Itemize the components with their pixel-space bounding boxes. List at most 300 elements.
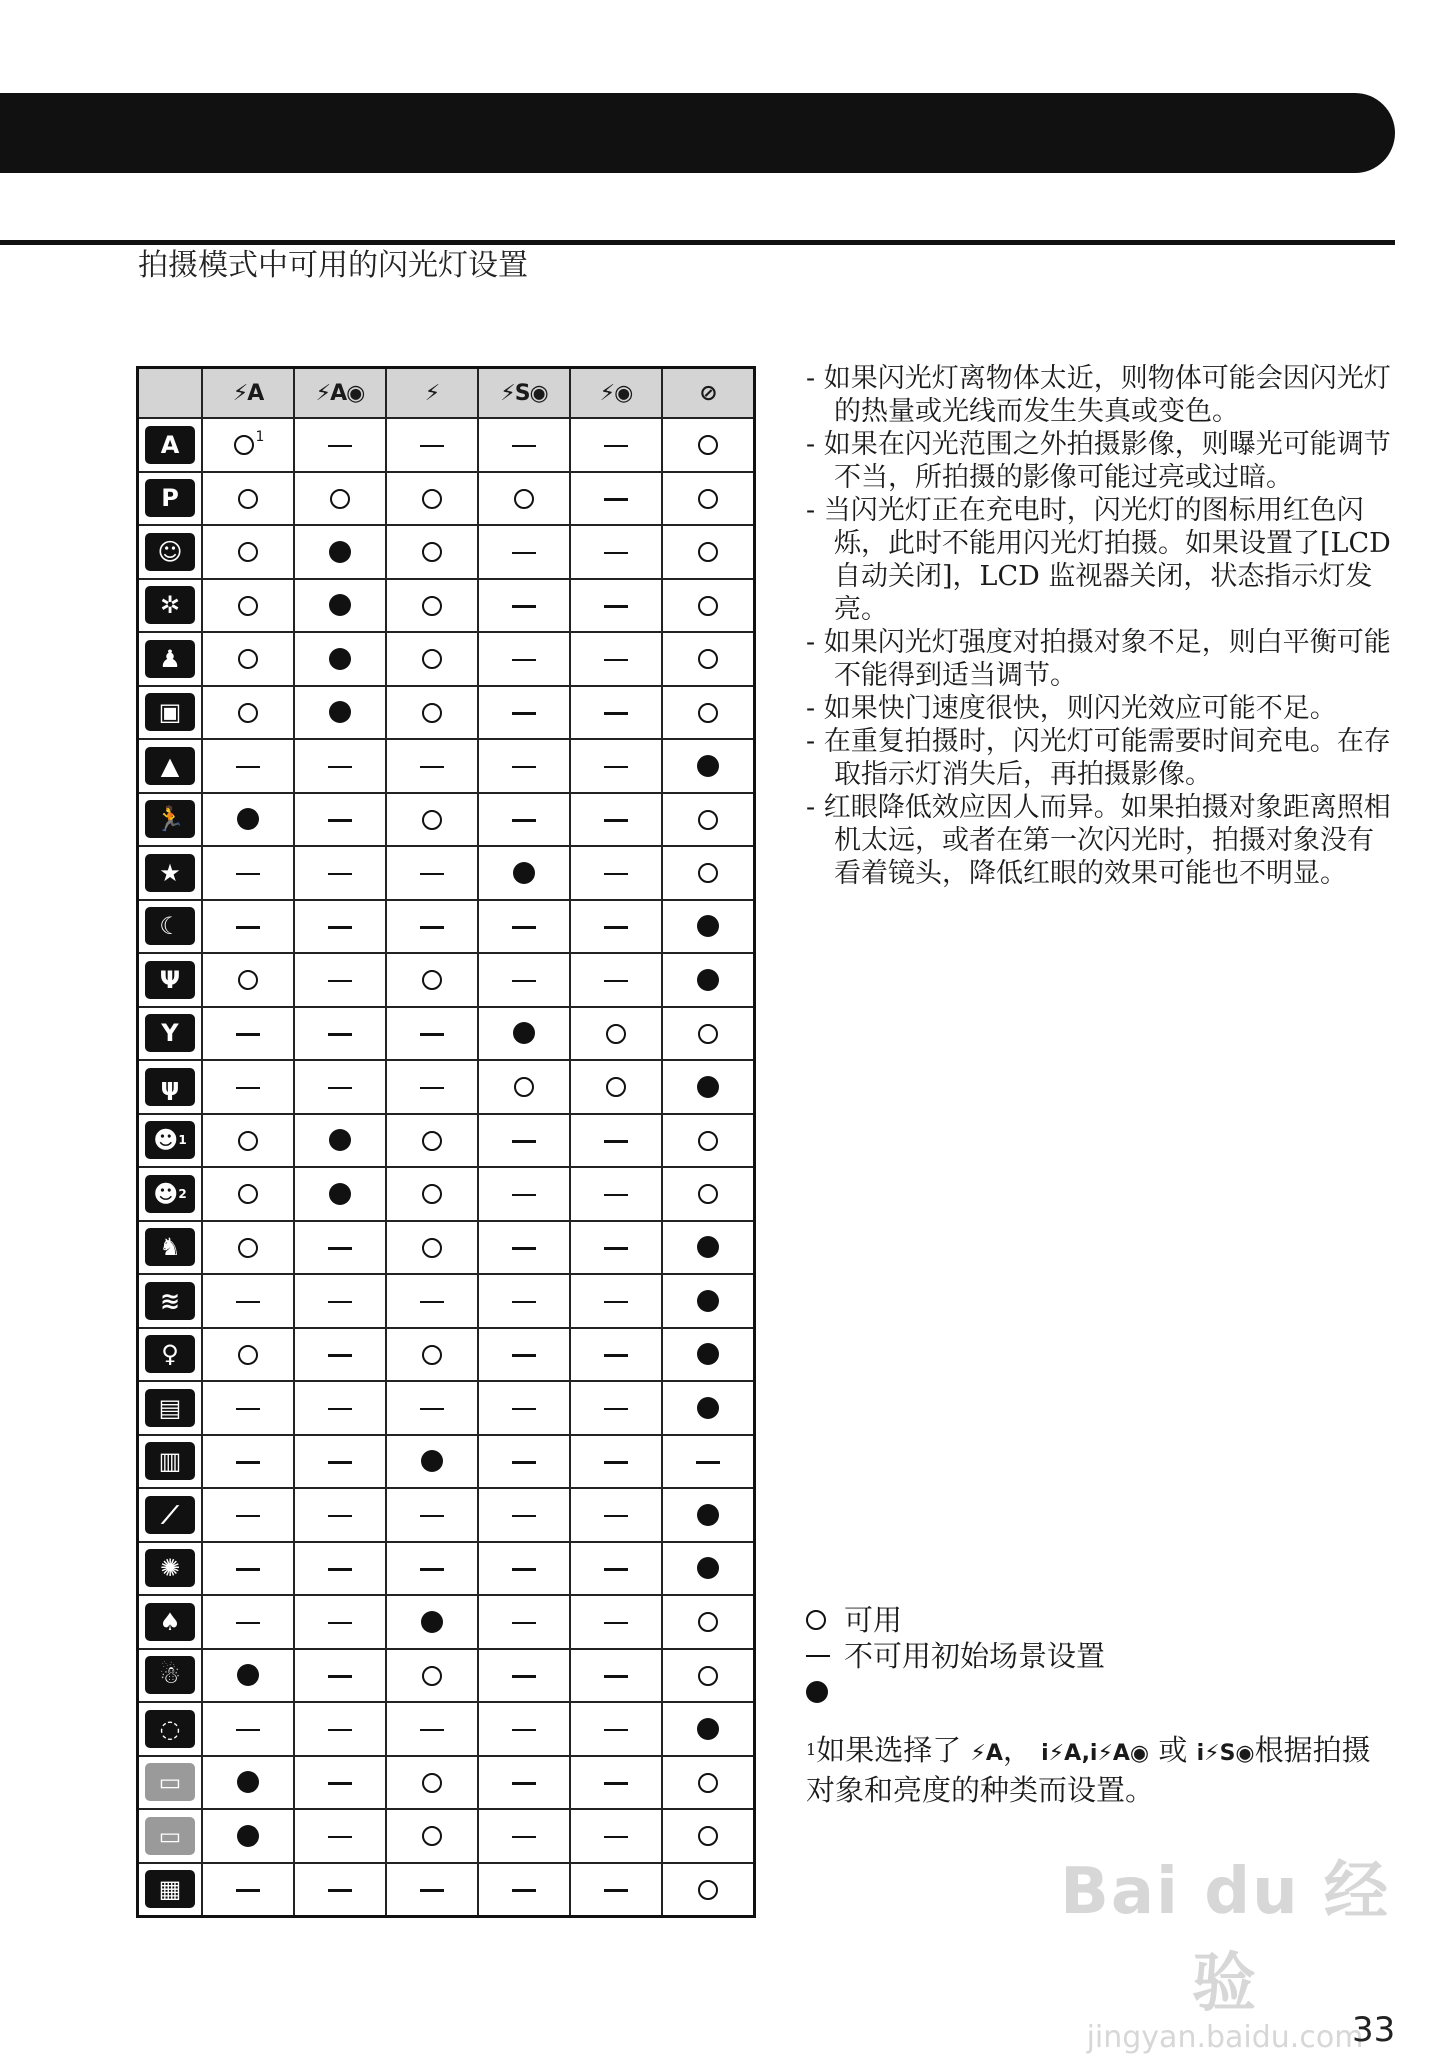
mode-icon-cell bbox=[138, 1007, 203, 1061]
mode-icon-cell bbox=[138, 953, 203, 1007]
table-row bbox=[138, 686, 755, 740]
open-circle-icon bbox=[422, 1345, 442, 1365]
filled-circle-icon bbox=[421, 1611, 443, 1633]
dash-icon bbox=[696, 1461, 720, 1464]
dash-icon bbox=[420, 1301, 444, 1304]
table-row bbox=[138, 472, 755, 526]
table-cell bbox=[662, 1114, 755, 1168]
table-cell bbox=[202, 1863, 294, 1917]
mode-icon-glyph: ☻ bbox=[153, 1179, 179, 1208]
table-cell bbox=[386, 1595, 478, 1649]
open-circle-icon bbox=[698, 596, 718, 616]
filled-circle-icon bbox=[329, 648, 351, 670]
dash-icon bbox=[236, 1889, 260, 1892]
filled-circle-icon bbox=[697, 1343, 719, 1365]
footnote bbox=[806, 1732, 1386, 1808]
table-cell bbox=[294, 1542, 386, 1596]
dash-icon bbox=[512, 1675, 536, 1678]
table-cell bbox=[570, 418, 662, 472]
mode-icon-glyph: ▲ bbox=[160, 751, 180, 780]
table-cell bbox=[386, 793, 478, 847]
table-row bbox=[138, 632, 755, 686]
table-cell bbox=[478, 953, 570, 1007]
dash-icon bbox=[328, 445, 352, 448]
table-cell bbox=[386, 1488, 478, 1542]
dash-icon bbox=[420, 766, 444, 769]
dash-icon bbox=[604, 1247, 628, 1250]
dash-icon bbox=[604, 712, 628, 715]
dash-icon bbox=[512, 445, 536, 448]
dash-icon bbox=[328, 1568, 352, 1571]
table-cell bbox=[202, 1702, 294, 1756]
table-cell bbox=[570, 579, 662, 633]
dash-icon bbox=[604, 1408, 628, 1411]
dash-icon bbox=[604, 1836, 628, 1839]
dash-icon bbox=[328, 819, 352, 822]
corner-header bbox=[138, 368, 203, 419]
table-cell bbox=[570, 1595, 662, 1649]
table-cell bbox=[386, 1007, 478, 1061]
mode-icon-cell bbox=[138, 1328, 203, 1382]
dash-icon bbox=[236, 1033, 260, 1036]
dash-icon bbox=[604, 1622, 628, 1625]
mode-icon-glyph: ▭ bbox=[158, 1768, 182, 1797]
open-circle-icon bbox=[238, 1345, 258, 1365]
dash-icon bbox=[328, 1889, 352, 1892]
dash-icon bbox=[420, 1889, 444, 1892]
table-cell bbox=[202, 1542, 294, 1596]
table-cell bbox=[294, 418, 386, 472]
open-circle-icon bbox=[422, 1773, 442, 1793]
backlight-mode-icon bbox=[145, 1335, 195, 1373]
mode-icon-glyph: ⟋ bbox=[161, 1500, 179, 1529]
open-circle-icon bbox=[698, 649, 718, 669]
table-row bbox=[138, 418, 755, 472]
table-cell bbox=[478, 1221, 570, 1275]
dash-icon bbox=[328, 873, 352, 876]
table-cell bbox=[294, 1595, 386, 1649]
dash-icon bbox=[806, 1655, 830, 1658]
fireworks-mode-icon bbox=[145, 1549, 195, 1587]
open-circle-icon bbox=[238, 649, 258, 669]
aurora-mode-icon bbox=[145, 1710, 195, 1748]
table-cell bbox=[662, 1274, 755, 1328]
mode-icon-cell bbox=[138, 1114, 203, 1168]
table-cell bbox=[478, 686, 570, 740]
party-mode-icon bbox=[145, 1014, 195, 1052]
dash-icon bbox=[512, 926, 536, 929]
header-flash-off: ⊘ bbox=[662, 368, 755, 419]
table-cell bbox=[570, 900, 662, 954]
dash-icon bbox=[512, 1782, 536, 1785]
dash-icon bbox=[328, 1675, 352, 1678]
document-mode-icon bbox=[145, 1763, 195, 1801]
filled-circle-icon bbox=[697, 755, 719, 777]
mode-icon-cell bbox=[138, 1488, 203, 1542]
table-cell bbox=[662, 1435, 755, 1489]
dash-icon bbox=[604, 980, 628, 983]
footnote-sep-2: 或 bbox=[1158, 1733, 1188, 1767]
table-cell bbox=[478, 1649, 570, 1703]
dash-icon bbox=[512, 766, 536, 769]
filled-circle-icon bbox=[329, 594, 351, 616]
table-cell bbox=[202, 953, 294, 1007]
table-cell bbox=[478, 1274, 570, 1328]
table-cell bbox=[386, 579, 478, 633]
dash-icon bbox=[604, 766, 628, 769]
dash-icon bbox=[420, 1568, 444, 1571]
dash-icon bbox=[328, 1301, 352, 1304]
dash-icon bbox=[512, 659, 536, 662]
table-cell bbox=[570, 1221, 662, 1275]
table-cell bbox=[662, 1060, 755, 1114]
A-mode-icon bbox=[145, 426, 195, 464]
table-cell bbox=[294, 1274, 386, 1328]
table-cell bbox=[478, 472, 570, 526]
open-circle-icon bbox=[698, 863, 718, 883]
table-cell bbox=[662, 1863, 755, 1917]
dash-icon bbox=[604, 1889, 628, 1892]
table-cell bbox=[478, 1542, 570, 1596]
mode-icon-cell bbox=[138, 579, 203, 633]
open-circle-icon bbox=[606, 1024, 626, 1044]
filled-circle-icon bbox=[237, 1825, 259, 1847]
table-cell bbox=[570, 1007, 662, 1061]
mode-icon-glyph: 🏃 bbox=[155, 805, 185, 834]
mode-icon-glyph: ψ bbox=[160, 1072, 180, 1101]
dash-icon bbox=[328, 1408, 352, 1411]
fireworks-landscape-mode-icon bbox=[145, 1496, 195, 1534]
table-header-row bbox=[138, 368, 755, 419]
table-cell bbox=[570, 525, 662, 579]
open-circle-icon bbox=[698, 1612, 718, 1632]
table-cell bbox=[294, 900, 386, 954]
table-cell bbox=[478, 525, 570, 579]
open-circle-icon bbox=[422, 542, 442, 562]
table-row bbox=[138, 1488, 755, 1542]
open-circle-icon bbox=[238, 970, 258, 990]
table-cell bbox=[570, 1809, 662, 1863]
table-cell bbox=[662, 793, 755, 847]
open-circle-icon bbox=[422, 649, 442, 669]
mode-icon-cell bbox=[138, 632, 203, 686]
table-cell bbox=[662, 525, 755, 579]
mode-icon-glyph: ♀ bbox=[161, 1340, 179, 1369]
open-circle-icon bbox=[238, 1131, 258, 1151]
filled-circle-icon bbox=[806, 1681, 828, 1703]
table-cell bbox=[294, 525, 386, 579]
mode-icon-cell bbox=[138, 1756, 203, 1810]
dash-icon bbox=[604, 445, 628, 448]
table-cell bbox=[294, 1649, 386, 1703]
table-cell bbox=[202, 525, 294, 579]
table-cell bbox=[294, 1221, 386, 1275]
legend-unavailable bbox=[806, 1638, 1366, 1674]
open-circle-icon bbox=[698, 703, 718, 723]
open-circle-icon bbox=[238, 542, 258, 562]
mode-icon-glyph: ▥ bbox=[158, 1447, 182, 1476]
table-row bbox=[138, 1595, 755, 1649]
table-cell bbox=[386, 1542, 478, 1596]
note-item: - 红眼降低效应因人而异。如果拍摄对象距离照相机太远，或者在第一次闪光时，拍摄对象没有看着镜头，降低红眼的效果可能也不明显。 bbox=[806, 792, 1391, 889]
table-cell bbox=[570, 1542, 662, 1596]
dash-icon bbox=[236, 926, 260, 929]
open-circle-icon bbox=[234, 435, 254, 455]
mode-icon-cell bbox=[138, 1542, 203, 1596]
mode-icon-glyph: ☺ bbox=[157, 537, 183, 566]
table-cell bbox=[478, 1863, 570, 1917]
table-cell bbox=[570, 1756, 662, 1810]
table-cell bbox=[294, 1114, 386, 1168]
dash-icon bbox=[236, 1515, 260, 1518]
table-cell bbox=[570, 1274, 662, 1328]
table-cell bbox=[662, 632, 755, 686]
table-row bbox=[138, 579, 755, 633]
table-cell bbox=[662, 579, 755, 633]
table-cell bbox=[478, 1488, 570, 1542]
table-cell bbox=[386, 1702, 478, 1756]
table-cell bbox=[294, 739, 386, 793]
dash-icon bbox=[420, 1729, 444, 1732]
legend-unavailable-label: 不可用初始场景设置 bbox=[844, 1639, 1106, 1673]
mode-icon-cell bbox=[138, 418, 203, 472]
table-cell bbox=[662, 1595, 755, 1649]
filled-circle-icon bbox=[237, 1771, 259, 1793]
table-cell bbox=[570, 793, 662, 847]
mode-icon-glyph: ▦ bbox=[158, 1875, 182, 1904]
note-item: - 如果快门速度很快，则闪光效应可能不足。 bbox=[806, 693, 1337, 724]
dash-icon bbox=[512, 1461, 536, 1464]
dash-icon bbox=[604, 1782, 628, 1785]
table-cell bbox=[294, 579, 386, 633]
table-row bbox=[138, 1542, 755, 1596]
table-row bbox=[138, 1274, 755, 1328]
table-row bbox=[138, 525, 755, 579]
table-cell bbox=[386, 1274, 478, 1328]
table-cell bbox=[202, 1488, 294, 1542]
open-circle-icon bbox=[422, 1238, 442, 1258]
dash-icon bbox=[604, 498, 628, 501]
table-cell bbox=[202, 846, 294, 900]
mode-icon-glyph: ▣ bbox=[158, 698, 182, 727]
mode-icon-glyph: ≋ bbox=[159, 1286, 181, 1315]
table-cell bbox=[570, 1114, 662, 1168]
header-bar bbox=[0, 93, 1395, 173]
header-flash-auto: ⚡A bbox=[202, 368, 294, 419]
mode-icon-cell bbox=[138, 1595, 203, 1649]
table-cell bbox=[386, 1381, 478, 1435]
dash-icon bbox=[512, 1140, 536, 1143]
legend-available-label: 可用 bbox=[844, 1603, 903, 1637]
open-circle-icon bbox=[422, 703, 442, 723]
filled-circle-icon bbox=[697, 915, 719, 937]
table-cell bbox=[294, 472, 386, 526]
dash-icon bbox=[328, 766, 352, 769]
table-cell bbox=[386, 900, 478, 954]
flash-frame-mode-icon bbox=[145, 1442, 195, 1480]
table-cell bbox=[386, 953, 478, 1007]
dash-icon bbox=[604, 1515, 628, 1518]
dash-icon bbox=[420, 445, 444, 448]
filled-circle-icon bbox=[697, 1718, 719, 1740]
mode-icon-glyph: ♞ bbox=[159, 1233, 181, 1262]
table-cell bbox=[202, 1809, 294, 1863]
open-circle-icon bbox=[698, 1024, 718, 1044]
mode-icon-cell bbox=[138, 900, 203, 954]
table-cell bbox=[386, 1221, 478, 1275]
intelligent-slow-sync-icon: i⚡S◉ bbox=[1196, 1741, 1255, 1766]
open-circle-icon bbox=[238, 1184, 258, 1204]
flash-auto-icon: ⚡A bbox=[970, 1741, 1003, 1766]
soft-portrait-mode-icon bbox=[145, 586, 195, 624]
table-cell bbox=[662, 1756, 755, 1810]
open-circle-icon bbox=[422, 1666, 442, 1686]
table-cell bbox=[662, 953, 755, 1007]
header-slow-sync-redeye: ⚡S◉ bbox=[478, 368, 570, 419]
table-cell bbox=[202, 1649, 294, 1703]
mode-icon-glyph: ▤ bbox=[158, 1393, 182, 1422]
flash-settings-table bbox=[136, 366, 756, 1918]
table-row bbox=[138, 1328, 755, 1382]
table-cell bbox=[662, 472, 755, 526]
dash-icon bbox=[604, 926, 628, 929]
table-cell bbox=[478, 1809, 570, 1863]
table-cell bbox=[570, 1863, 662, 1917]
table-row bbox=[138, 1649, 755, 1703]
museum-mode-icon bbox=[145, 1282, 195, 1320]
table-cell bbox=[570, 1649, 662, 1703]
note-item: - 在重复拍摄时，闪光灯可能需要时间充电。在存取指示灯消失后，再拍摄影像。 bbox=[806, 726, 1391, 790]
sports-mode-icon bbox=[145, 800, 195, 838]
table-cell bbox=[386, 418, 478, 472]
table-cell bbox=[386, 1060, 478, 1114]
table-cell bbox=[478, 418, 570, 472]
mode-icon-cell bbox=[138, 739, 203, 793]
pet-mode-icon bbox=[145, 1228, 195, 1266]
mode-icon-glyph: ☾ bbox=[159, 912, 181, 941]
dash-icon bbox=[604, 1729, 628, 1732]
table-cell bbox=[570, 686, 662, 740]
table-cell bbox=[386, 1863, 478, 1917]
dash-icon bbox=[512, 552, 536, 555]
mode-icon-glyph: ★ bbox=[159, 858, 181, 887]
table-cell bbox=[202, 632, 294, 686]
table-cell bbox=[570, 1488, 662, 1542]
table-cell bbox=[478, 1435, 570, 1489]
open-circle-icon bbox=[698, 810, 718, 830]
open-circle-icon bbox=[422, 1184, 442, 1204]
table-cell bbox=[478, 1381, 570, 1435]
open-circle-icon bbox=[422, 489, 442, 509]
dash-icon bbox=[420, 1033, 444, 1036]
open-circle-icon bbox=[806, 1610, 826, 1630]
dash-icon bbox=[604, 819, 628, 822]
open-circle-icon bbox=[422, 1131, 442, 1151]
mode-icon-cell bbox=[138, 1167, 203, 1221]
mode-icon-cell bbox=[138, 846, 203, 900]
table-cell bbox=[202, 1114, 294, 1168]
notes bbox=[806, 362, 1396, 890]
dash-icon bbox=[512, 1301, 536, 1304]
open-circle-icon bbox=[514, 489, 534, 509]
table-cell bbox=[570, 1328, 662, 1382]
table-cell bbox=[294, 686, 386, 740]
table-cell bbox=[294, 846, 386, 900]
table-row bbox=[138, 1809, 755, 1863]
table-cell bbox=[478, 900, 570, 954]
table-cell bbox=[294, 1435, 386, 1489]
dash-icon bbox=[512, 819, 536, 822]
dash-icon bbox=[236, 1461, 260, 1464]
filled-circle-icon bbox=[513, 1022, 535, 1044]
whiteboard-mode-icon bbox=[145, 1817, 195, 1855]
filled-circle-icon bbox=[697, 1504, 719, 1526]
open-circle-icon bbox=[422, 970, 442, 990]
open-circle-icon bbox=[238, 1238, 258, 1258]
portrait-mode-icon bbox=[145, 533, 195, 571]
table-row bbox=[138, 900, 755, 954]
dash-icon bbox=[236, 1087, 260, 1090]
filled-circle-icon bbox=[329, 1183, 351, 1205]
mode-icon-glyph: Ψ bbox=[159, 965, 181, 994]
movie-mode-icon bbox=[145, 1870, 195, 1908]
table-cell bbox=[662, 1809, 755, 1863]
table-row bbox=[138, 1435, 755, 1489]
table-cell bbox=[202, 1007, 294, 1061]
note-item: - 当闪光灯正在充电时，闪光灯的图标用红色闪烁，此时不能用闪光灯拍摄。如果设置了[LCD 自动关闭]，LCD 监视器关闭，状态指示灯发亮。 bbox=[806, 495, 1391, 625]
table-cell bbox=[386, 846, 478, 900]
table-cell bbox=[386, 1114, 478, 1168]
table-cell bbox=[202, 900, 294, 954]
dash-icon bbox=[420, 1408, 444, 1411]
dash-icon bbox=[420, 873, 444, 876]
table-cell bbox=[202, 1060, 294, 1114]
frame-mode-icon bbox=[145, 693, 195, 731]
open-circle-icon bbox=[422, 1826, 442, 1846]
mode-icon-sub: 2 bbox=[178, 1186, 187, 1201]
dash-icon bbox=[512, 1729, 536, 1732]
food-mode-icon bbox=[145, 961, 195, 999]
table-row bbox=[138, 1863, 755, 1917]
dash-icon bbox=[328, 926, 352, 929]
table-cell bbox=[294, 1863, 386, 1917]
footnote-sep-1: ， bbox=[1002, 1733, 1032, 1767]
dash-icon bbox=[236, 1568, 260, 1571]
table-row bbox=[138, 1167, 755, 1221]
table-cell bbox=[478, 579, 570, 633]
dash-icon bbox=[604, 1140, 628, 1143]
mode-icon-glyph: ✲ bbox=[159, 591, 181, 620]
dash-icon bbox=[328, 1087, 352, 1090]
dash-icon bbox=[512, 1408, 536, 1411]
filled-circle-icon bbox=[513, 862, 535, 884]
mode-icon-cell bbox=[138, 1649, 203, 1703]
table-cell bbox=[202, 1221, 294, 1275]
table-cell bbox=[662, 1221, 755, 1275]
table-cell bbox=[294, 793, 386, 847]
table-cell bbox=[202, 739, 294, 793]
dash-icon bbox=[420, 1087, 444, 1090]
intelligent-flash-icon: i⚡A,i⚡A◉ bbox=[1041, 1741, 1150, 1766]
table-cell bbox=[294, 1756, 386, 1810]
beach-mode-icon bbox=[145, 1603, 195, 1641]
filled-circle-icon bbox=[237, 808, 259, 830]
table-cell bbox=[478, 1328, 570, 1382]
table-cell bbox=[478, 1114, 570, 1168]
table-cell bbox=[478, 793, 570, 847]
table-cell bbox=[570, 472, 662, 526]
dash-icon bbox=[328, 1247, 352, 1250]
